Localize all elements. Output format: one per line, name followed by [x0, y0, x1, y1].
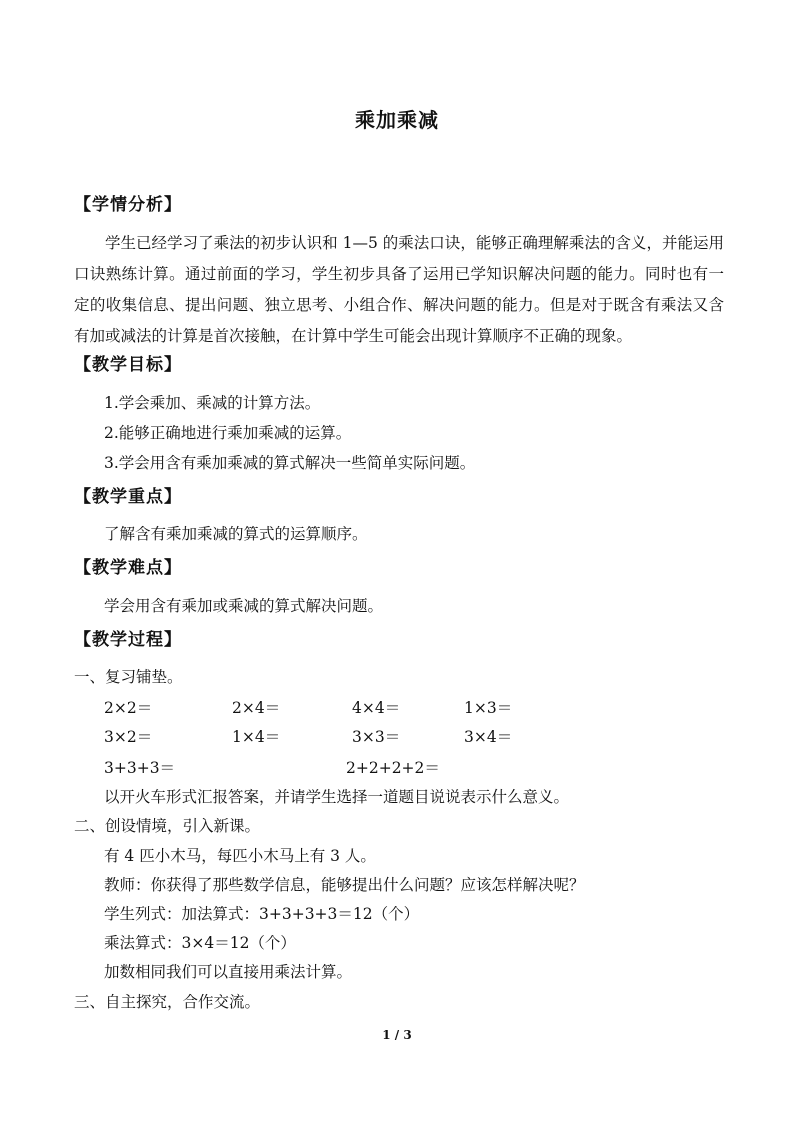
review-expression: 2+2+2+2＝: [346, 759, 440, 777]
goal-item: 2.能够正确地进行乘加乘减的运算。: [104, 424, 352, 442]
step-title: 三、自主探究，合作交流。: [74, 993, 261, 1011]
review-expression: 3+3+3＝: [104, 759, 176, 777]
scenario-line: 学生列式：加法算式：3+3+3+3＝12（个）: [104, 905, 420, 923]
review-expression: 4×4＝: [352, 699, 401, 717]
page-number: 1 / 3: [382, 1028, 412, 1042]
review-expression: 3×3＝: [352, 728, 401, 746]
difficulty-text: 学会用含有乘加或乘减的算式解决问题。: [104, 597, 384, 615]
difficulty-heading: 【教学难点】: [74, 558, 182, 578]
page-title: 乘加乘减: [355, 108, 439, 132]
goal-item: 3.学会用含有乘加乘减的算式解决一些简单实际问题。: [104, 454, 476, 472]
review-expression: 1×3＝: [464, 699, 513, 717]
scenario-line: 加数相同我们可以直接用乘法计算。: [104, 963, 353, 981]
analysis-paragraph: 学生已经学习了乘法的初步认识和 1—5 的乘法口诀，能够正确理解乘法的含义，并能运用口诀熟练计算。通过前面的学习，学生初步具备了运用已学知识解决问题的能力。同时也有一定的收集信息、提出问题、独立思考、小组合作、解决问题的能力。但是对于既含有乘法又含有加或减法的计算是首次接触，在计算中学生可能会出现计算顺序不正确的现象。: [74, 234, 724, 345]
goals-heading: 【教学目标】: [74, 355, 182, 375]
goal-item: 1.学会乘加、乘减的计算方法。: [104, 394, 321, 412]
key-point-heading: 【教学重点】: [74, 487, 182, 507]
key-point-text: 了解含有乘加乘减的算式的运算顺序。: [104, 525, 368, 543]
review-expression: 2×2＝: [104, 699, 153, 717]
review-expression: 2×4＝: [232, 699, 281, 717]
process-heading: 【教学过程】: [74, 630, 182, 650]
review-expression: 3×4＝: [464, 728, 513, 746]
analysis-heading: 【学情分析】: [74, 195, 182, 215]
scenario-line: 教师：你获得了那些数学信息，能够提出什么问题？应该怎样解决呢？: [104, 876, 585, 894]
review-note: 以开火车形式汇报答案，并请学生选择一道题目说说表示什么意义。: [104, 788, 570, 806]
scenario-line: 有 4 匹小木马，每匹小木马上有 3 人。: [104, 847, 376, 865]
step-title: 一、复习铺垫。: [74, 668, 183, 686]
scenario-line: 乘法算式：3×4＝12（个）: [104, 934, 296, 952]
step-title: 二、创设情境，引入新课。: [74, 817, 261, 835]
review-expression: 1×4＝: [232, 728, 281, 746]
review-expression: 3×2＝: [104, 728, 153, 746]
